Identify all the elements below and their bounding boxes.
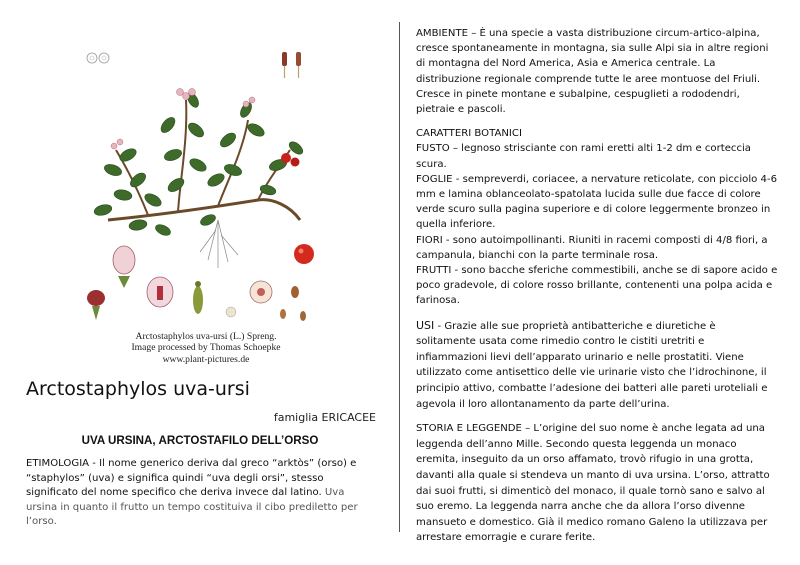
caption-credit: Image processed by Thomas Schoepke: [131, 342, 281, 354]
caratteri-section: [416, 126, 778, 308]
fusto-paragraph: FUSTO – legnoso strisciante con rami eretti alti 1-2 dm e corteccia scura.: [416, 143, 751, 170]
usi-paragraph: [416, 318, 778, 413]
usi-text: - Grazie alle sue proprietà antibatteriche e diuretiche è solitamente usata come rimedio contro le cistiti uretriti e infiammazioni lievi dell’apparato urinario e nelle prostatiti. Viene utilizzato come antisettico delle vie urinarie visto che l’idrochinone, il principio attivo, combatte l’adesione dei batteri alle pareti uroteliali e agevola il loro allontanamento da parte dell’urina.: [416, 320, 768, 410]
roots: [200, 220, 238, 268]
common-name: UVA URSINA, ARCTOSTAFILO DELL’ORSO: [81, 434, 319, 447]
etymology-extra: Uva ursina in quanto il frutto un tempo costituiva il cibo prediletto per l’orso.: [26, 487, 358, 528]
family-name: famiglia ERICACEE: [273, 411, 376, 424]
flower-details: [87, 246, 306, 321]
caratteri-heading: CARATTERI BOTANICI: [416, 128, 522, 140]
foglie-paragraph: FOGLIE - sempreverdi, coriacee, a nervature reticolate, con picciolo 4-6 mm e lamina oblanceolato-spatolata lucida sulle due facce di colore verde scuro sulla pagina superiore e di colore leggermente bronzeo in quella inferiore.: [416, 173, 777, 231]
fiori-paragraph: FIORI - sono autoimpollinanti. Riuniti in racemi composti di 4/8 fiori, a campanula, bianchi con la parte terminale rosa.: [416, 234, 768, 261]
scientific-name: Arctostaphylos uva-ursi: [26, 378, 250, 400]
illustration-caption: [96, 331, 316, 365]
column-divider: [399, 22, 400, 532]
etymology-main: ETIMOLOGIA - Il nome generico deriva dal greco “arktòs” (orso) e “staphylos” (uva) e significa quindi “uva degli orsi”, stesso significato del nome specifico che deriva invece dal latino.: [26, 458, 357, 499]
storia-paragraph: STORIA E LEGGENDE – L’origine del suo nome è anche legata ad una leggenda dell’anno Mille. Secondo questa leggenda un monaco eremita, inseguito da un orso affamato, trovò rifugio in una grotta, davanti alla quale si stendeva un manto di uva ursina. L’orso, attratto dai suoi frutti, si dimenticò del monaco, il quale tornò sano e salvo al suo eremo. La leggenda narra anche che da allora l’orso divenne mansueto e domestico. Già il medico romano Galeno la utilizzava per arrestare emorragie e curare ferite.: [416, 423, 770, 544]
usi-label: USI: [416, 318, 435, 332]
floral-diagram: [87, 53, 109, 63]
botanical-illustration: [68, 30, 328, 330]
caption-species: Arctostaphylos uva-ursi (L.) Spreng.: [135, 331, 277, 342]
frutti-paragraph: FRUTTI - sono bacche sferiche commestibili, anche se di sapore acido e poco gradevole, di colore rosso brillante, contenenti una polpa acida e farinosa.: [416, 265, 778, 307]
etymology-paragraph: [26, 457, 378, 530]
stamen-detail: [282, 52, 301, 78]
left-column: [0, 0, 398, 565]
right-column: [416, 26, 778, 555]
caption-website: www.plant-pictures.de: [162, 353, 250, 365]
ambiente-paragraph: AMBIENTE – È una specie a vasta distribuzione circum-artico-alpina, cresce spontaneamente in montagna, sia sulle Alpi sia in altre regioni di montagna del Nord America, Asia e America centrale. La distribuzione regionale comprende tutte le aree montuose del Friuli. Cresce in pinete montane e subalpine, cespuglieti a rododendri, pietraie e pascoli.: [416, 28, 769, 116]
